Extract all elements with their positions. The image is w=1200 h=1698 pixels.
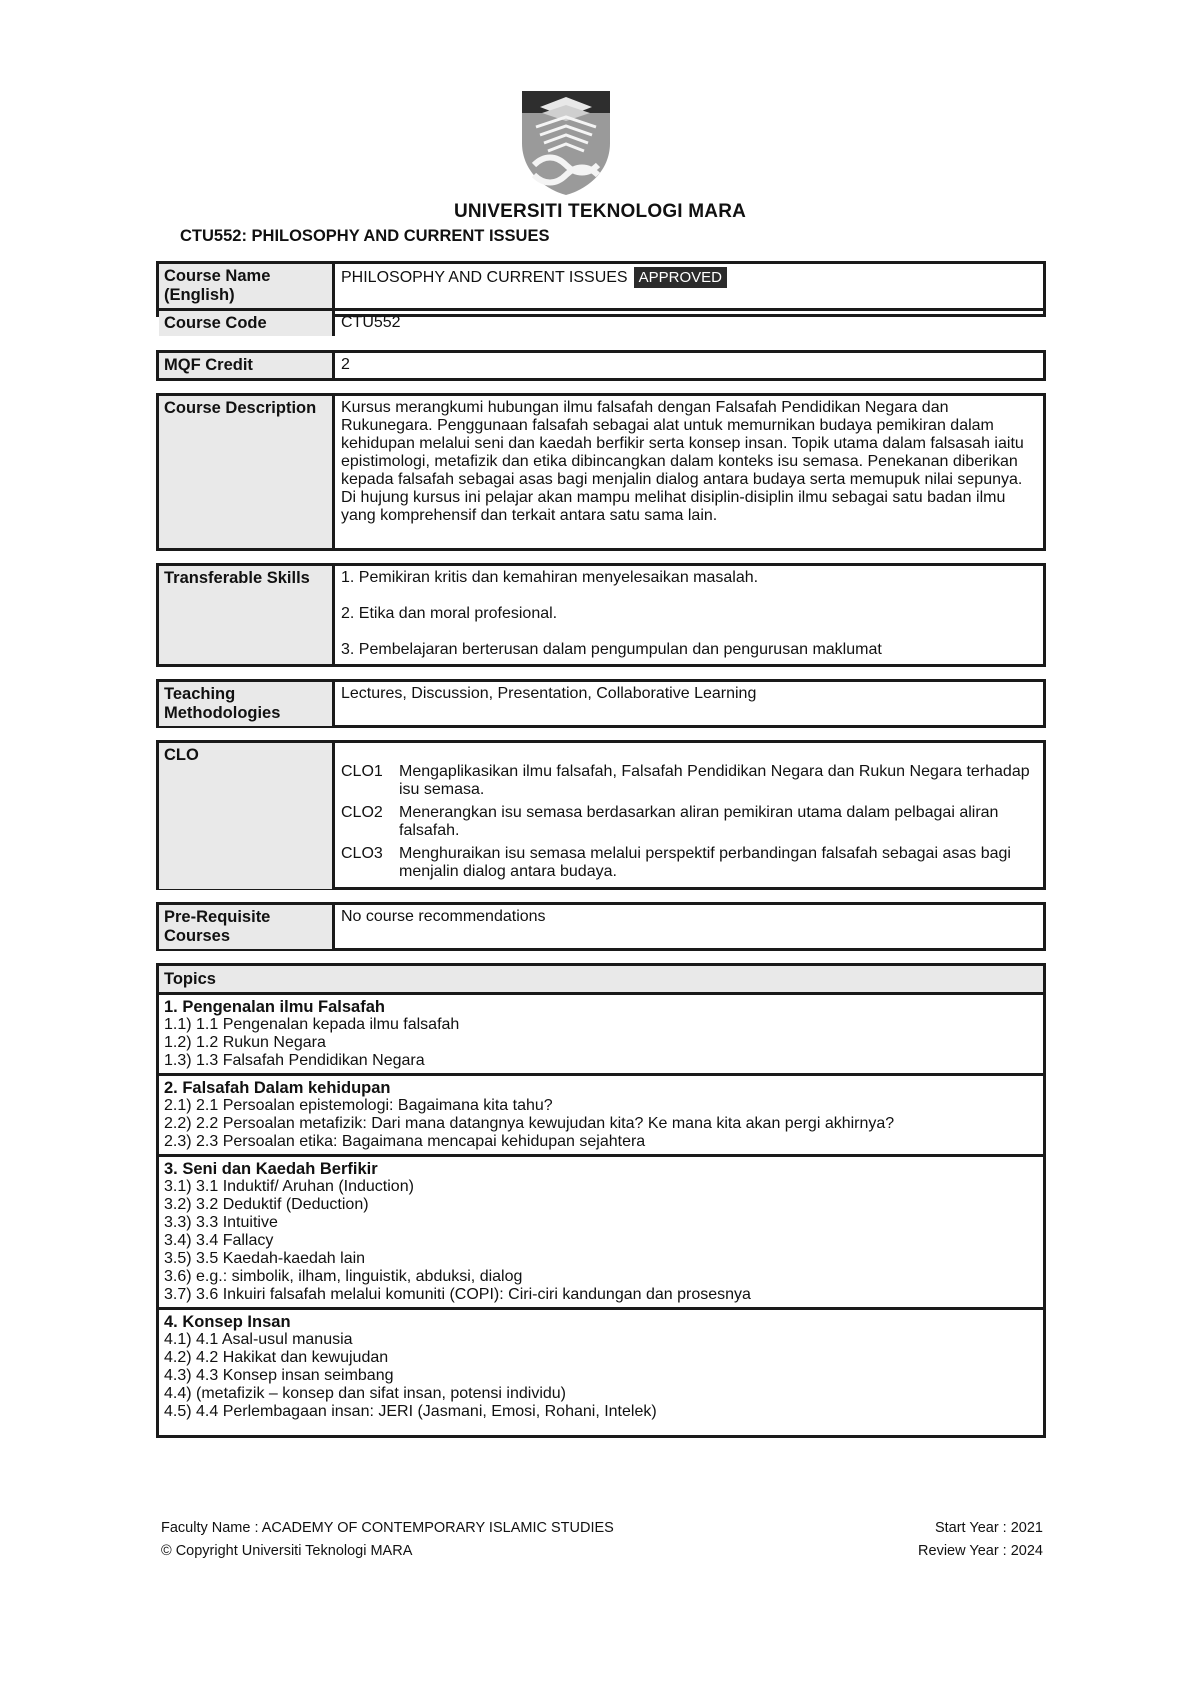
topic-item: 4.1) 4.1 Asal-usul manusia [164,1331,353,1348]
topic-section [159,1073,1043,1154]
start-year: Start Year : 2021 [934,1520,1043,1536]
review-year: Review Year : 2024 [918,1543,1043,1559]
mqf-credit-box [156,350,1046,381]
clo-text: Mengaplikasikan ilmu falsafah, Falsafah Pendidikan Negara dan Rukun Negara terhadap isu semasa. [399,763,1030,798]
topic-title: 3. Seni dan Kaedah Berfikir [164,1160,378,1178]
clo-text: Menghuraikan isu semasa melalui perspektif perbandingan falsafah sebagai asas bagi menjalin dialog antara budaya. [399,845,1011,880]
topic-section [159,992,1043,1073]
topic-title: 4. Konsep Insan [164,1313,291,1331]
clo-item [341,763,1037,799]
clo-row [159,743,1043,889]
clo-code: CLO1 [341,763,383,780]
topic-item: 4.2) 4.2 Hakikat dan kewujudan [164,1349,389,1366]
topic-title: 2. Falsafah Dalam kehidupan [164,1079,391,1097]
topic-item: 1.1) 1.1 Pengenalan kepada ilmu falsafah [164,1016,460,1033]
topic-section [159,1154,1043,1307]
mqf-credit-row [159,353,1043,378]
course-identity-box [156,261,1046,332]
clo-box [156,740,1046,890]
approved-badge: APPROVED [634,267,727,288]
topic-item: 2.1) 2.1 Persoalan epistemologi: Bagaimana kita tahu? [164,1097,553,1114]
topic-section-body [159,1076,899,1154]
course-description-value: Kursus merangkumi hubungan ilmu falsafah dengan Falsafah Pendidikan Negara dan Rukunegara. Penggunaan falsafah sebagai alat untuk memurnikan budaya pemikiran dalam kehidupan melalui seni dan kaedah berfikir serta konsep insan. Topik utama dalam falsasah iaitu epistimologi, metafizik dan etika dibincangkan dalam konteks isu semasa. Penekanan diberikan kepada falsafah sebagai asas bagi menjalin dialog antara budaya serta memupuk nilai sepunya. Di hujung kursus ini pelajar akan mampu melihat disiplin-disiplin ilmu sebagai satu badan ilmu yang komprehensif dan terkait antara satu sama lain. [341,399,1024,524]
clo-label: CLO [159,743,335,889]
topics-box [156,963,1046,1438]
clo-list [335,743,1043,889]
topic-item: 4.5) 4.4 Perlembagaan insan: JERI (Jasmani, Emosi, Rohani, Intelek) [164,1403,657,1420]
university-title: UNIVERSITI TEKNOLOGI MARA [453,201,747,222]
topic-item: 2.3) 2.3 Persoalan etika: Bagaimana mencapai kehidupan sejahtera [164,1133,646,1150]
prerequisite-box [156,902,1046,951]
course-name-label: Course Name (English) [159,264,335,308]
uitm-logo [522,91,610,195]
course-name-text: PHILOSOPHY AND CURRENT ISSUES [341,269,628,286]
prerequisite-value: No course recommendations [341,908,546,925]
prerequisite-row [159,905,1043,949]
topic-item: 4.4) (metafizik – konsep dan sifat insan, potensi individu) [164,1385,566,1402]
course-description-label: Course Description [159,396,335,548]
topic-title: 1. Pengenalan ilmu Falsafah [164,998,385,1016]
topic-item: 3.7) 3.6 Inkuiri falsafah melalui komuniti (COPI): Ciri-ciri kandungan dan prosesnya [164,1286,751,1303]
clo-item [341,845,1037,881]
teaching-methodologies-value: Lectures, Discussion, Presentation, Collaborative Learning [341,685,757,702]
topic-section-body [159,1310,662,1435]
course-description-row [159,396,1043,548]
clo-text: Menerangkan isu semasa berdasarkan aliran pemikiran utama dalam pelbagai aliran falsafah. [399,804,999,839]
transferable-skills-box [156,563,1046,667]
topic-item: 3.2) 3.2 Deduktif (Deduction) [164,1196,369,1213]
topic-section-body [159,1157,756,1307]
mqf-credit-value: 2 [341,356,350,373]
transferable-skills-list [335,566,1043,664]
skill-item: 1. Pemikiran kritis dan kemahiran menyelesaikan masalah. [341,569,759,586]
topics-header-row [159,966,1043,992]
skill-item: 3. Pembelajaran berterusan dalam pengumpulan dan pengurusan maklumat [341,641,882,658]
teaching-methodologies-label: Teaching Methodologies [159,682,335,726]
topic-item: 1.3) 1.3 Falsafah Pendidikan Negara [164,1052,425,1069]
mqf-credit-label: MQF Credit [159,353,335,378]
clo-item [341,804,1037,840]
topics-header: Topics [159,966,1043,992]
skill-item: 2. Etika dan moral profesional. [341,605,558,622]
course-code-value: CTU552 [341,314,401,331]
course-description-box [156,393,1046,551]
footer-right [918,1517,1043,1563]
topic-item: 2.2) 2.2 Persoalan metafizik: Dari mana datangnya kewujudan kita? Ke mana kita akan pergi akhirnya? [164,1115,895,1132]
topic-section-body [159,995,464,1073]
topic-item: 1.2) 1.2 Rukun Negara [164,1034,326,1051]
topic-item: 3.6) e.g.: simbolik, ilham, linguistik, abduksi, dialog [164,1268,523,1285]
footer-left [161,1517,614,1563]
clo-code: CLO2 [341,804,383,821]
faculty-name: Faculty Name : ACADEMY OF CONTEMPORARY ISLAMIC STUDIES [161,1520,614,1536]
prerequisite-label: Pre-Requisite Courses [159,905,335,949]
copyright: © Copyright Universiti Teknologi MARA [161,1543,413,1559]
transferable-skills-row [159,566,1043,664]
clo-code: CLO3 [341,845,383,862]
topic-section [159,1307,1043,1435]
course-name-row [159,264,1043,308]
teaching-methodologies-row [159,682,1043,726]
topic-item: 3.1) 3.1 Induktif/ Aruhan (Induction) [164,1178,414,1195]
topic-item: 3.4) 3.4 Fallacy [164,1232,274,1249]
topic-item: 3.3) 3.3 Intuitive [164,1214,278,1231]
course-code-label: Course Code [159,311,335,336]
course-heading: CTU552: PHILOSOPHY AND CURRENT ISSUES [180,227,550,245]
transferable-skills-label: Transferable Skills [159,566,335,664]
course-name-value [335,264,1043,308]
topic-item: 3.5) 3.5 Kaedah-kaedah lain [164,1250,366,1267]
course-code-row [159,308,1043,336]
topic-item: 4.3) 4.3 Konsep insan seimbang [164,1367,394,1384]
teaching-methodologies-box [156,679,1046,728]
